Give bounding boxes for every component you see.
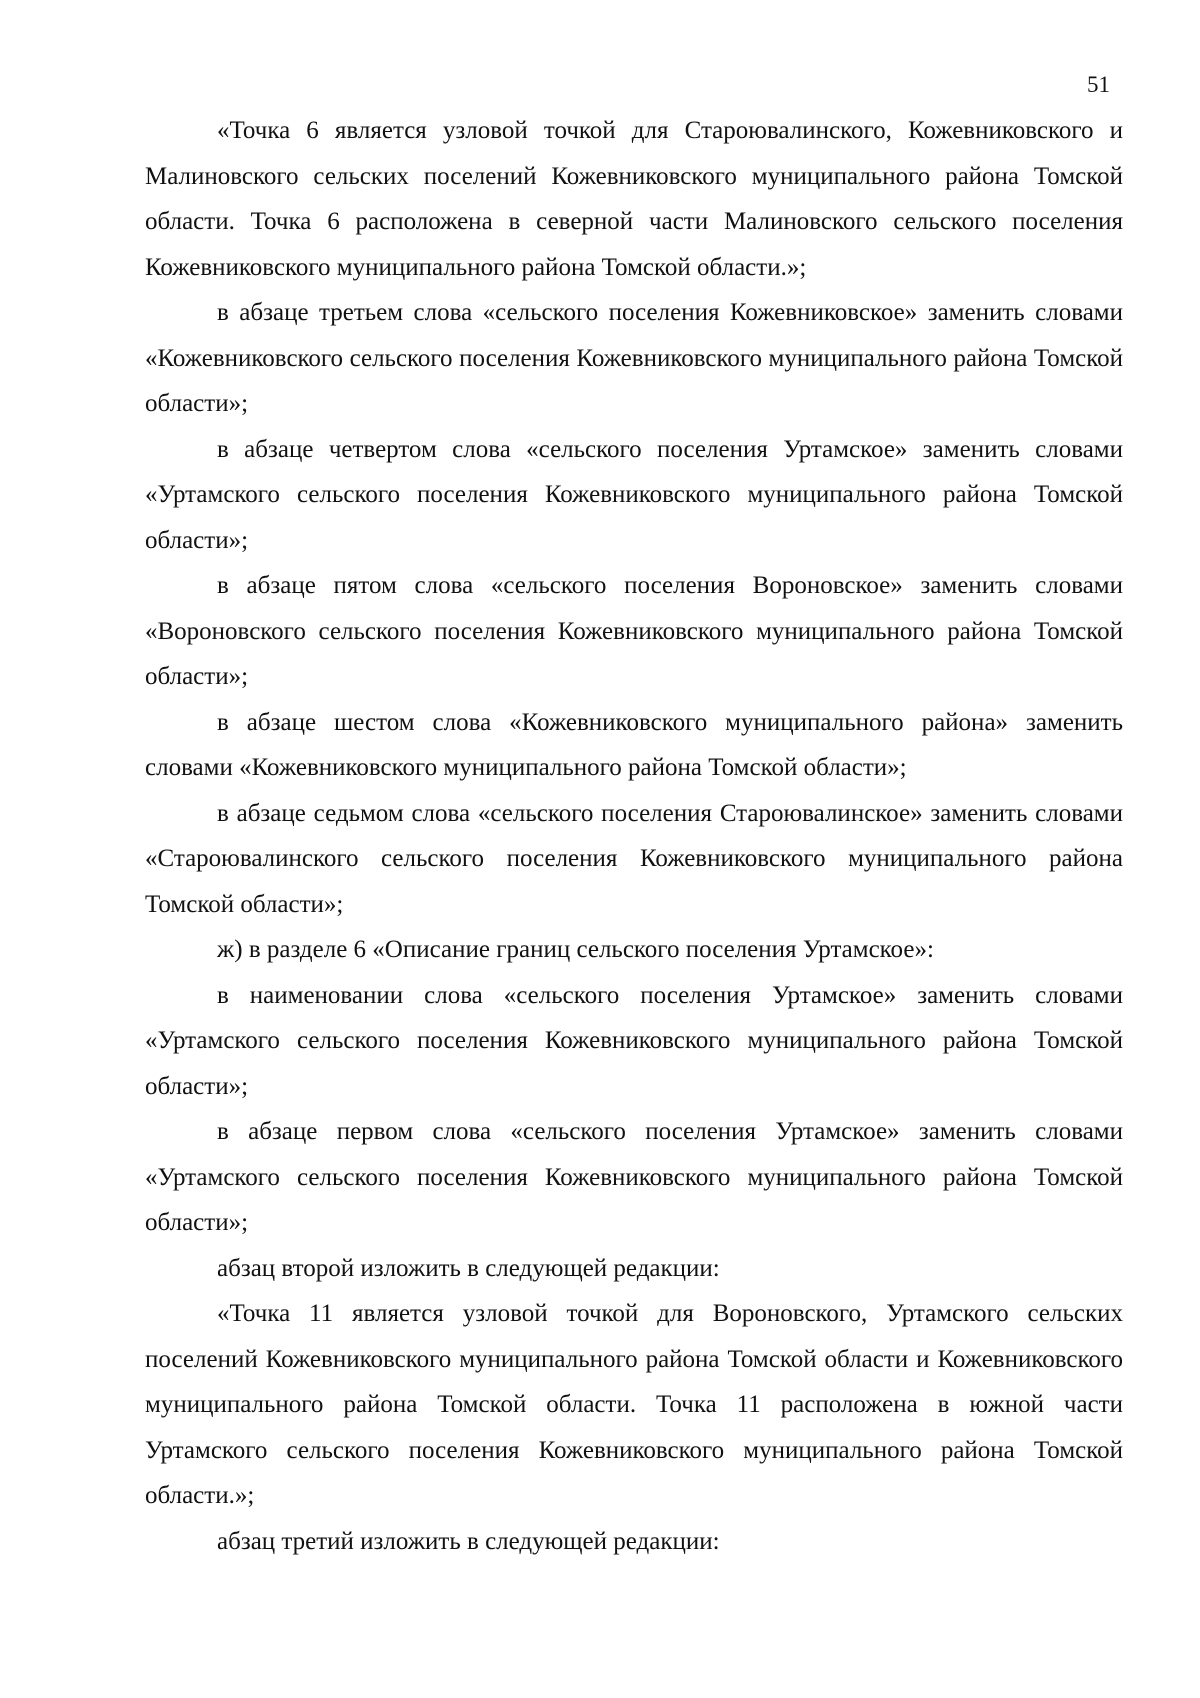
paragraph-section-6-heading: ж) в разделе 6 «Описание границ сельского поселения Уртамское»: xyxy=(217,936,934,963)
paragraph-point-6: «Точка 6 является узловой точкой для Староювалинского, Кожевниковского и Малиновского сельских поселений Кожевниковского муниципального района Томской области. Точка 6 расположена в северной части Малиновского сельского поселения Кожевниковского муниципального района Томской области.»; xyxy=(145,117,1123,281)
paragraph-fourth-abzac: в абзаце четвертом слова «сельского поселения Уртамское» заменить словами «Уртамского сельского поселения Кожевниковского муниципального района Томской области»; xyxy=(145,435,1123,554)
document-body xyxy=(145,108,1123,1564)
page-number: 51 xyxy=(1087,72,1110,97)
paragraph-sixth-abzac: в абзаце шестом слова «Кожевниковского муниципального района» заменить словами «Кожевниковского муниципального района Томской области»; xyxy=(145,708,1123,781)
paragraph-seventh-abzac: в абзаце седьмом слова «сельского поселения Староювалинское» заменить словами «Староювалинского сельского поселения Кожевниковского муниципального района Томской области»; xyxy=(145,799,1123,918)
paragraph-fifth-abzac: в абзаце пятом слова «сельского поселения Вороновское» заменить словами «Вороновского сельского поселения Кожевниковского муниципального района Томской области»; xyxy=(145,572,1123,690)
paragraph-third-abzac-intro: абзац третий изложить в следующей редакции: xyxy=(217,1527,720,1555)
paragraph-third-abzac: в абзаце третьем слова «сельского поселения Кожевниковское» заменить словами «Кожевниковского сельского поселения Кожевниковского муниципального района Томской области»; xyxy=(145,299,1123,417)
paragraph-naming: в наименовании слова «сельского поселения Уртамское» заменить словами «Уртамского сельского поселения Кожевниковского муниципального района Томской области»; xyxy=(145,981,1123,1100)
paragraph-point-11: «Точка 11 является узловой точкой для Вороновского, Уртамского сельских поселений Кожевниковского муниципального района Томской области и Кожевниковского муниципального района Томской области. Точка 11 расположена в южной части Уртамского сельского поселения Кожевниковского муниципального района Томской области.»; xyxy=(145,1300,1123,1509)
paragraph-first-abzac: в абзаце первом слова «сельского поселения Уртамское» заменить словами «Уртамского сельского поселения Кожевниковского муниципального района Томской области»; xyxy=(145,1118,1123,1236)
paragraph-second-abzac-intro: абзац второй изложить в следующей редакции: xyxy=(217,1254,720,1282)
